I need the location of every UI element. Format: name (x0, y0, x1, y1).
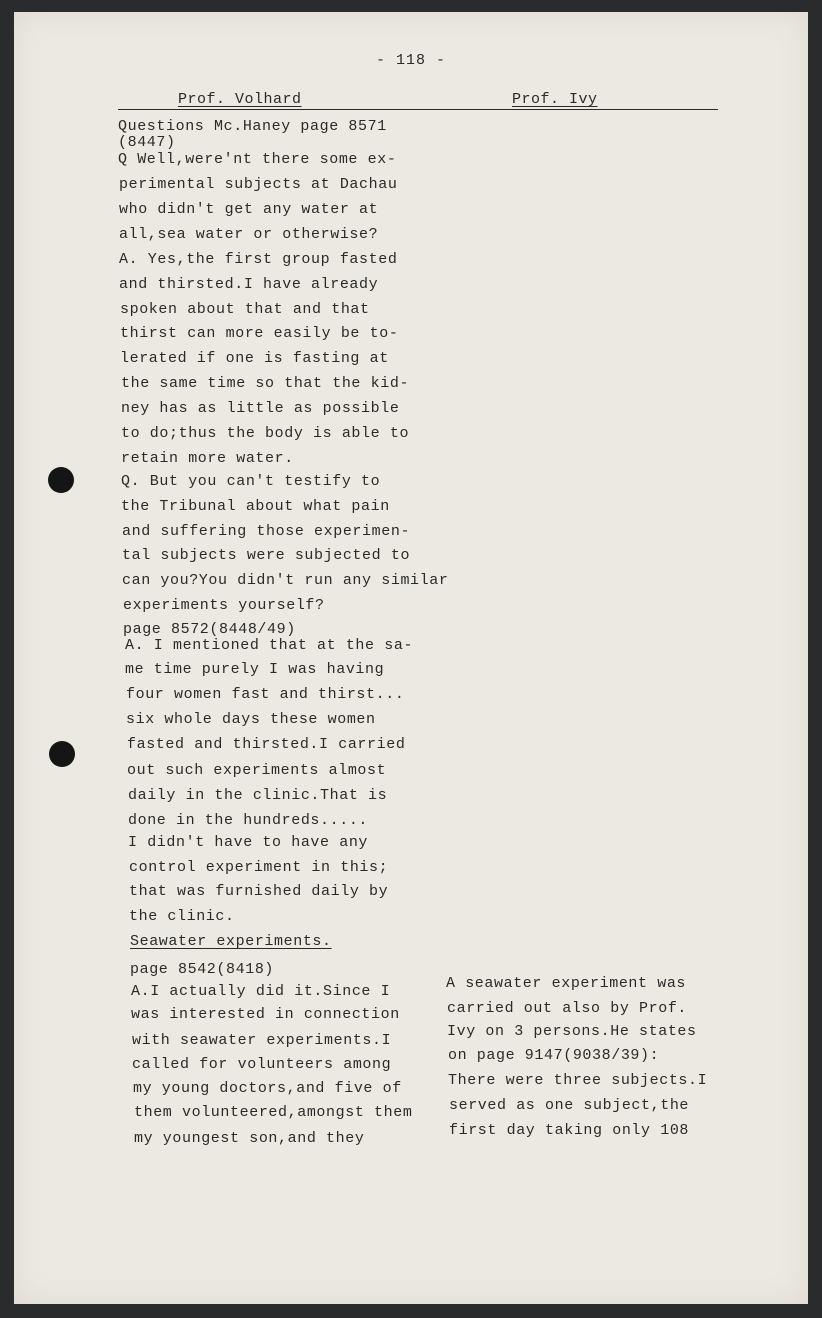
left-column-text-line: retain more water. (121, 450, 294, 467)
right-column-text-line: There were three subjects.I (448, 1072, 708, 1089)
left-column-text-line: Q. But you can't testify to (121, 473, 381, 490)
left-column-text-line: experiments yourself? (123, 597, 325, 614)
left-column-text-line: A. I mentioned that at the sa- (125, 637, 414, 654)
left-column-text-line: the Tribunal about what pain (121, 498, 390, 515)
left-column-text-line: A.I actually did it.Since I (131, 983, 391, 1000)
left-column-text-line: page 8572(8448/49) (123, 621, 296, 638)
header-rule (118, 109, 718, 110)
left-column-text-line: me time purely I was having (125, 661, 385, 678)
left-column-text-line: was interested in connection (131, 1006, 400, 1023)
left-column-text-line: thirst can more easily be to- (120, 325, 399, 342)
punch-hole-top (48, 467, 74, 493)
right-column-text-line: Ivy on 3 persons.He states (447, 1023, 697, 1040)
left-column-text-line: page 8542(8418) (130, 961, 275, 978)
left-column-text-line: fasted and thirsted.I carried (127, 736, 406, 753)
right-column-text-line: on page 9147(9038/39): (448, 1047, 660, 1064)
page-number: - 118 - (375, 52, 446, 69)
left-column-text-line: A. Yes,the first group fasted (119, 251, 398, 268)
left-column-text-line: with seawater experiments.I (132, 1032, 392, 1049)
left-column-text-line: Questions Mc.Haney page 8571 (118, 118, 387, 135)
left-column-text-line: and suffering those experimen- (122, 523, 411, 540)
left-column-text-line: called for volunteers among (132, 1056, 392, 1073)
right-column-text-line: A seawater experiment was (446, 975, 687, 992)
left-column-text-line: my youngest son,and they (134, 1130, 365, 1147)
left-column-text-line: tal subjects were subjected to (122, 547, 411, 564)
left-column-text-line: the same time so that the kid- (121, 375, 410, 392)
left-column-text-line: can you?You didn't run any similar (122, 572, 449, 589)
left-column-text-line: ney has as little as possible (121, 400, 400, 417)
right-column-text-line: carried out also by Prof. (447, 1000, 688, 1017)
left-column-text-line: perimental subjects at Dachau (119, 176, 398, 193)
left-column-text-line: out such experiments almost (127, 762, 387, 779)
left-column-text-line: spoken about that and that (120, 301, 370, 318)
left-column-text-line: lerated if one is fasting at (120, 350, 389, 367)
left-column-text-line: that was furnished daily by (129, 883, 389, 900)
left-column-text-line: done in the hundreds..... (128, 812, 369, 829)
punch-hole-bottom (49, 741, 75, 767)
left-column-text-line: them volunteered,amongst them (134, 1104, 413, 1121)
left-column-text-line: my young doctors,and five of (133, 1080, 402, 1097)
right-column-text-line: served as one subject,the (449, 1097, 690, 1114)
left-column-text-line: I didn't have to have any (128, 834, 369, 851)
left-column-text-line: (8447) (118, 134, 176, 151)
left-column-text-line: six whole days these women (126, 711, 376, 728)
right-column-text-line: first day taking only 108 (449, 1122, 690, 1139)
column-header-left: Prof. Volhard (178, 91, 302, 108)
left-column-text-line: Seawater experiments. (130, 933, 332, 950)
left-column-text-line: Q Well,were'nt there some ex- (118, 151, 397, 168)
left-column-text-line: control experiment in this; (129, 859, 389, 876)
left-column-text-line: the clinic. (129, 908, 235, 925)
left-column-text-line: four women fast and thirst... (126, 686, 405, 703)
left-column-text-line: all,sea water or otherwise? (119, 226, 379, 243)
left-column-text-line: daily in the clinic.That is (128, 787, 388, 804)
left-column-text-line: to do;thus the body is able to (121, 425, 410, 442)
left-column-text-line: and thirsted.I have already (119, 276, 379, 293)
column-header-right: Prof. Ivy (512, 91, 598, 108)
left-column-text-line: who didn't get any water at (119, 201, 379, 218)
